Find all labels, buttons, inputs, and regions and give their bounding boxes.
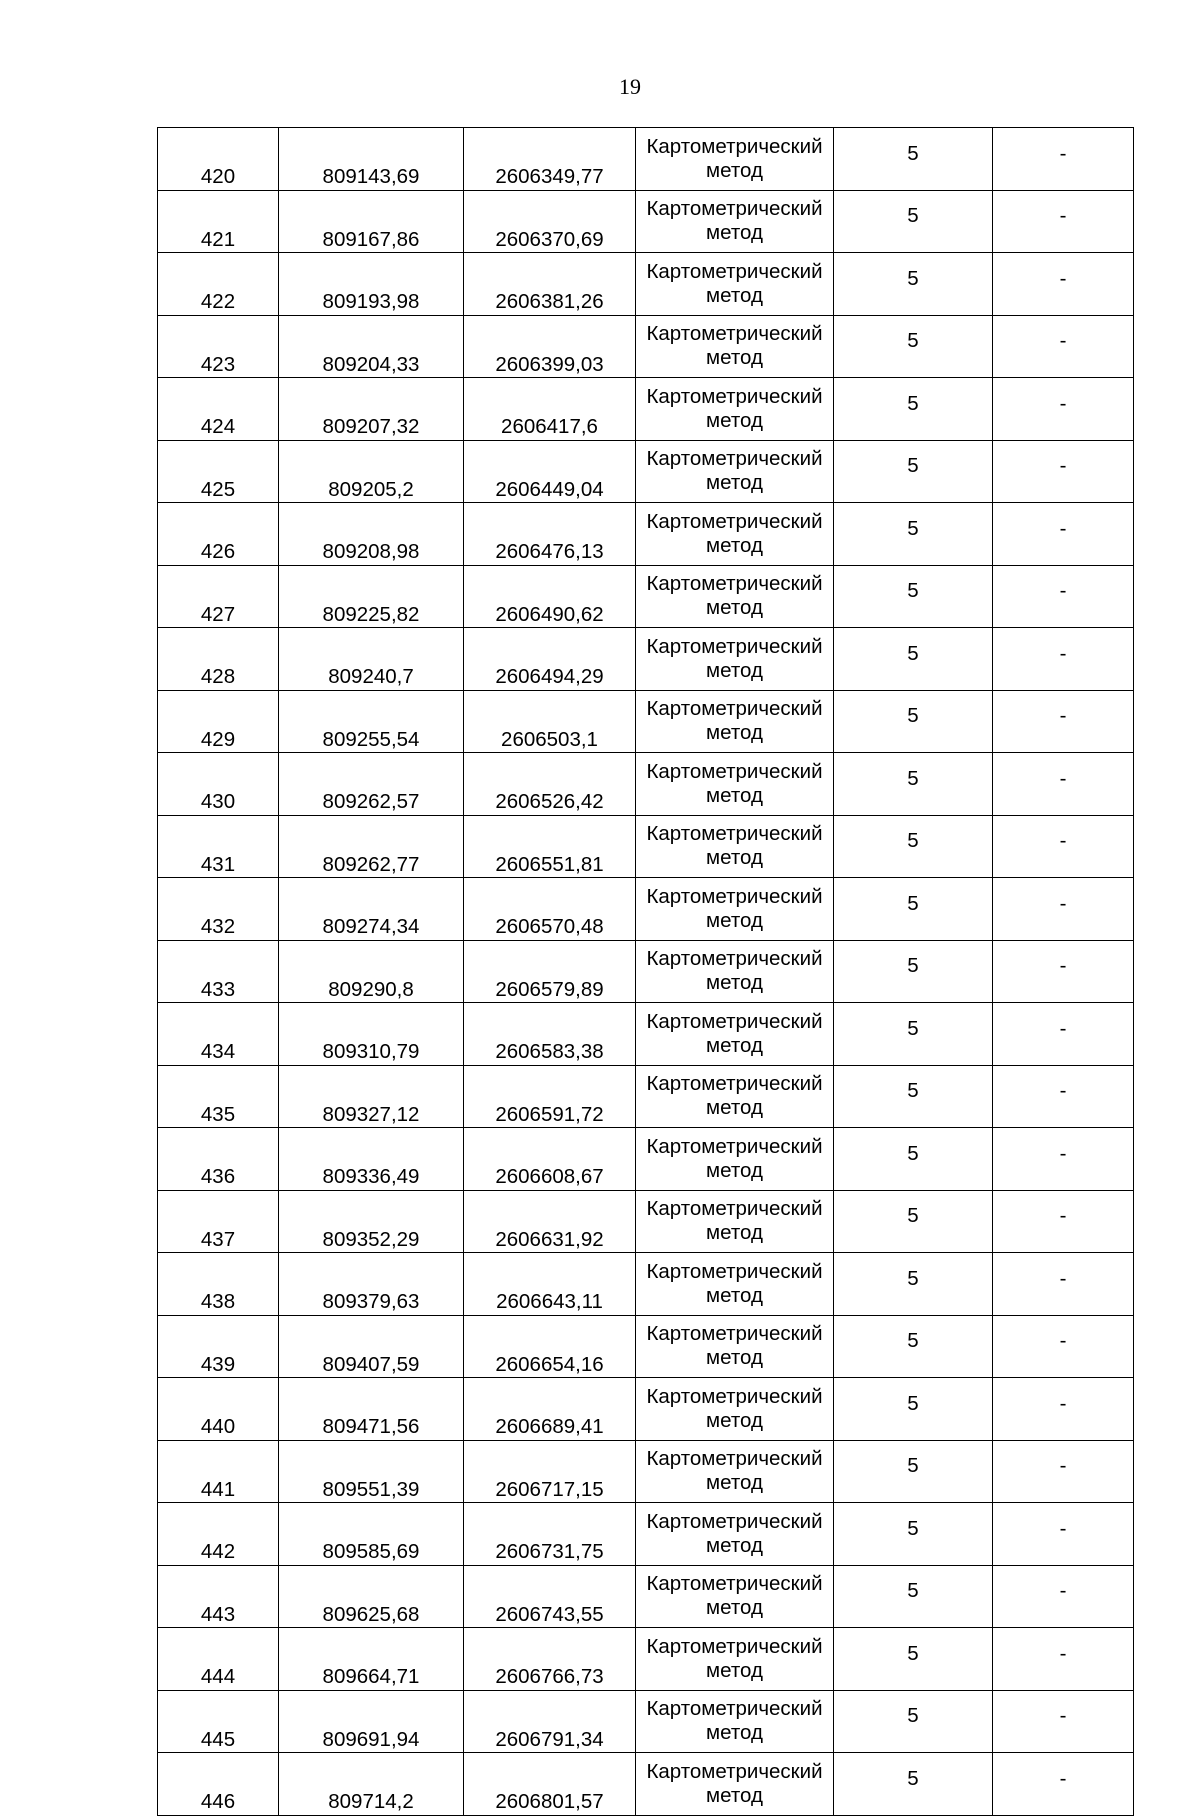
- accuracy-cell: 5: [834, 1440, 993, 1503]
- method-line-1: Картометрический: [646, 1134, 823, 1158]
- method-line-2: метод: [706, 1158, 763, 1182]
- method-line-2: метод: [706, 1471, 763, 1495]
- x-coordinate-cell: 809625,68: [279, 1565, 464, 1628]
- accuracy-cell: 5: [834, 1690, 993, 1753]
- accuracy-cell: 5: [834, 503, 993, 566]
- method-line-2: метод: [706, 1783, 763, 1807]
- method-line-1: Картометрический: [646, 447, 823, 471]
- accuracy-cell: 5: [834, 1065, 993, 1128]
- page-number: 19: [619, 74, 641, 99]
- y-coordinate-cell: 2606654,16: [464, 1315, 636, 1378]
- method-line-2: метод: [706, 158, 763, 182]
- x-coordinate-cell: 809208,98: [279, 503, 464, 566]
- y-coordinate-cell: 2606731,75: [464, 1503, 636, 1566]
- x-coordinate-cell: 809352,29: [279, 1190, 464, 1253]
- table-row: [158, 1628, 1134, 1691]
- y-coordinate-cell: 2606766,73: [464, 1628, 636, 1691]
- accuracy-cell: 5: [834, 1503, 993, 1566]
- description-cell: -: [993, 128, 1134, 191]
- table-row: [158, 940, 1134, 1003]
- description-cell: -: [993, 1003, 1134, 1066]
- table-row: [158, 1003, 1134, 1066]
- table-row: [158, 565, 1134, 628]
- point-number-cell: 438: [158, 1253, 279, 1316]
- table-row: [158, 1753, 1134, 1816]
- description-cell: -: [993, 440, 1134, 503]
- method-cell: [636, 1753, 834, 1816]
- table-row: [158, 1565, 1134, 1628]
- table-row: [158, 1253, 1134, 1316]
- method-line-2: метод: [706, 408, 763, 432]
- description-cell: -: [993, 1440, 1134, 1503]
- y-coordinate-cell: 2606689,41: [464, 1378, 636, 1441]
- table-row: [158, 1503, 1134, 1566]
- coordinates-table-body: [158, 128, 1134, 1816]
- y-coordinate-cell: 2606381,26: [464, 253, 636, 316]
- point-number-cell: 444: [158, 1628, 279, 1691]
- method-cell: [636, 878, 834, 941]
- x-coordinate-cell: 809193,98: [279, 253, 464, 316]
- y-coordinate-cell: 2606399,03: [464, 315, 636, 378]
- table-row: [158, 878, 1134, 941]
- method-line-2: метод: [706, 471, 763, 495]
- method-cell: [636, 1315, 834, 1378]
- coordinates-table: [157, 127, 1134, 1816]
- method-line-1: Картометрический: [646, 697, 823, 721]
- method-cell: [636, 1128, 834, 1191]
- y-coordinate-cell: 2606801,57: [464, 1753, 636, 1816]
- description-cell: -: [993, 565, 1134, 628]
- description-cell: -: [993, 190, 1134, 253]
- point-number-cell: 422: [158, 253, 279, 316]
- x-coordinate-cell: 809167,86: [279, 190, 464, 253]
- method-line-1: Картометрический: [646, 134, 823, 158]
- x-coordinate-cell: 809143,69: [279, 128, 464, 191]
- description-cell: -: [993, 1253, 1134, 1316]
- description-cell: -: [993, 1503, 1134, 1566]
- method-line-1: Картометрический: [646, 1322, 823, 1346]
- x-coordinate-cell: 809262,57: [279, 753, 464, 816]
- method-line-1: Картометрический: [646, 1759, 823, 1783]
- table-row: [158, 1128, 1134, 1191]
- y-coordinate-cell: 2606349,77: [464, 128, 636, 191]
- y-coordinate-cell: 2606591,72: [464, 1065, 636, 1128]
- table-row: [158, 503, 1134, 566]
- point-number-cell: 420: [158, 128, 279, 191]
- method-line-2: метод: [706, 1221, 763, 1245]
- point-number-cell: 435: [158, 1065, 279, 1128]
- accuracy-cell: 5: [834, 753, 993, 816]
- y-coordinate-cell: 2606449,04: [464, 440, 636, 503]
- point-number-cell: 437: [158, 1190, 279, 1253]
- method-line-2: метод: [706, 283, 763, 307]
- point-number-cell: 424: [158, 378, 279, 441]
- method-line-1: Картометрический: [646, 509, 823, 533]
- point-number-cell: 432: [158, 878, 279, 941]
- method-line-1: Картометрический: [646, 1509, 823, 1533]
- method-cell: [636, 190, 834, 253]
- table-row: [158, 1315, 1134, 1378]
- x-coordinate-cell: 809290,8: [279, 940, 464, 1003]
- x-coordinate-cell: 809207,32: [279, 378, 464, 441]
- method-cell: [636, 628, 834, 691]
- method-cell: [636, 1440, 834, 1503]
- point-number-cell: 433: [158, 940, 279, 1003]
- accuracy-cell: 5: [834, 1628, 993, 1691]
- table-row: [158, 1378, 1134, 1441]
- point-number-cell: 443: [158, 1565, 279, 1628]
- description-cell: -: [993, 878, 1134, 941]
- y-coordinate-cell: 2606743,55: [464, 1565, 636, 1628]
- method-cell: [636, 1065, 834, 1128]
- accuracy-cell: 5: [834, 565, 993, 628]
- x-coordinate-cell: 809225,82: [279, 565, 464, 628]
- x-coordinate-cell: 809327,12: [279, 1065, 464, 1128]
- method-cell: [636, 253, 834, 316]
- description-cell: -: [993, 1690, 1134, 1753]
- method-line-1: Картометрический: [646, 197, 823, 221]
- description-cell: -: [993, 1565, 1134, 1628]
- method-line-1: Картометрический: [646, 1697, 823, 1721]
- accuracy-cell: 5: [834, 878, 993, 941]
- point-number-cell: 423: [158, 315, 279, 378]
- method-cell: [636, 1378, 834, 1441]
- y-coordinate-cell: 2606503,1: [464, 690, 636, 753]
- y-coordinate-cell: 2606643,11: [464, 1253, 636, 1316]
- x-coordinate-cell: 809274,34: [279, 878, 464, 941]
- point-number-cell: 421: [158, 190, 279, 253]
- method-cell: [636, 1565, 834, 1628]
- description-cell: -: [993, 690, 1134, 753]
- description-cell: -: [993, 253, 1134, 316]
- method-cell: [636, 128, 834, 191]
- description-cell: -: [993, 628, 1134, 691]
- method-line-1: Картометрический: [646, 759, 823, 783]
- x-coordinate-cell: 809379,63: [279, 1253, 464, 1316]
- method-line-1: Картометрический: [646, 1572, 823, 1596]
- method-cell: [636, 690, 834, 753]
- method-cell: [636, 565, 834, 628]
- method-line-2: метод: [706, 658, 763, 682]
- accuracy-cell: 5: [834, 253, 993, 316]
- description-cell: -: [993, 1628, 1134, 1691]
- point-number-cell: 442: [158, 1503, 279, 1566]
- description-cell: -: [993, 940, 1134, 1003]
- accuracy-cell: 5: [834, 690, 993, 753]
- description-cell: -: [993, 315, 1134, 378]
- method-line-2: метод: [706, 1658, 763, 1682]
- table-row: [158, 628, 1134, 691]
- accuracy-cell: 5: [834, 128, 993, 191]
- method-cell: [636, 753, 834, 816]
- point-number-cell: 425: [158, 440, 279, 503]
- y-coordinate-cell: 2606570,48: [464, 878, 636, 941]
- method-line-1: Картометрический: [646, 259, 823, 283]
- method-cell: [636, 1690, 834, 1753]
- method-line-1: Картометрический: [646, 1447, 823, 1471]
- point-number-cell: 431: [158, 815, 279, 878]
- method-line-2: метод: [706, 721, 763, 745]
- y-coordinate-cell: 2606494,29: [464, 628, 636, 691]
- point-number-cell: 429: [158, 690, 279, 753]
- method-line-1: Картометрический: [646, 384, 823, 408]
- point-number-cell: 441: [158, 1440, 279, 1503]
- accuracy-cell: 5: [834, 440, 993, 503]
- y-coordinate-cell: 2606583,38: [464, 1003, 636, 1066]
- method-line-2: метод: [706, 1096, 763, 1120]
- description-cell: -: [993, 1378, 1134, 1441]
- x-coordinate-cell: 809262,77: [279, 815, 464, 878]
- y-coordinate-cell: 2606526,42: [464, 753, 636, 816]
- x-coordinate-cell: 809714,2: [279, 1753, 464, 1816]
- accuracy-cell: 5: [834, 1378, 993, 1441]
- method-line-1: Картометрический: [646, 1259, 823, 1283]
- y-coordinate-cell: 2606791,34: [464, 1690, 636, 1753]
- method-cell: [636, 315, 834, 378]
- x-coordinate-cell: 809407,59: [279, 1315, 464, 1378]
- x-coordinate-cell: 809240,7: [279, 628, 464, 691]
- method-cell: [636, 940, 834, 1003]
- method-line-2: метод: [706, 596, 763, 620]
- point-number-cell: 439: [158, 1315, 279, 1378]
- method-line-2: метод: [706, 846, 763, 870]
- point-number-cell: 426: [158, 503, 279, 566]
- table-row: [158, 253, 1134, 316]
- method-line-1: Картометрический: [646, 322, 823, 346]
- x-coordinate-cell: 809551,39: [279, 1440, 464, 1503]
- table-row: [158, 1440, 1134, 1503]
- y-coordinate-cell: 2606579,89: [464, 940, 636, 1003]
- method-line-2: метод: [706, 221, 763, 245]
- table-row: [158, 128, 1134, 191]
- x-coordinate-cell: 809204,33: [279, 315, 464, 378]
- point-number-cell: 427: [158, 565, 279, 628]
- point-number-cell: 440: [158, 1378, 279, 1441]
- point-number-cell: 434: [158, 1003, 279, 1066]
- accuracy-cell: 5: [834, 1315, 993, 1378]
- accuracy-cell: 5: [834, 815, 993, 878]
- description-cell: -: [993, 378, 1134, 441]
- table-row: [158, 815, 1134, 878]
- table-row: [158, 315, 1134, 378]
- description-cell: -: [993, 1190, 1134, 1253]
- method-cell: [636, 1003, 834, 1066]
- x-coordinate-cell: 809691,94: [279, 1690, 464, 1753]
- method-line-2: метод: [706, 1346, 763, 1370]
- point-number-cell: 430: [158, 753, 279, 816]
- accuracy-cell: 5: [834, 190, 993, 253]
- table-row: [158, 1190, 1134, 1253]
- method-line-1: Картометрический: [646, 1634, 823, 1658]
- accuracy-cell: 5: [834, 315, 993, 378]
- table-row: [158, 753, 1134, 816]
- method-line-1: Картометрический: [646, 572, 823, 596]
- description-cell: -: [993, 503, 1134, 566]
- method-line-1: Картометрический: [646, 1072, 823, 1096]
- method-cell: [636, 815, 834, 878]
- y-coordinate-cell: 2606551,81: [464, 815, 636, 878]
- method-line-2: метод: [706, 1033, 763, 1057]
- method-line-2: метод: [706, 971, 763, 995]
- y-coordinate-cell: 2606631,92: [464, 1190, 636, 1253]
- method-cell: [636, 1190, 834, 1253]
- method-line-2: метод: [706, 346, 763, 370]
- method-cell: [636, 1503, 834, 1566]
- table-row: [158, 690, 1134, 753]
- method-line-2: метод: [706, 1721, 763, 1745]
- description-cell: -: [993, 753, 1134, 816]
- method-cell: [636, 378, 834, 441]
- point-number-cell: 436: [158, 1128, 279, 1191]
- accuracy-cell: 5: [834, 1128, 993, 1191]
- table-row: [158, 1065, 1134, 1128]
- description-cell: -: [993, 1128, 1134, 1191]
- accuracy-cell: 5: [834, 1190, 993, 1253]
- method-line-1: Картометрический: [646, 634, 823, 658]
- y-coordinate-cell: 2606417,6: [464, 378, 636, 441]
- table-row: [158, 1690, 1134, 1753]
- description-cell: -: [993, 1065, 1134, 1128]
- x-coordinate-cell: 809255,54: [279, 690, 464, 753]
- method-line-1: Картометрический: [646, 1197, 823, 1221]
- y-coordinate-cell: 2606717,15: [464, 1440, 636, 1503]
- description-cell: -: [993, 815, 1134, 878]
- accuracy-cell: 5: [834, 1253, 993, 1316]
- x-coordinate-cell: 809205,2: [279, 440, 464, 503]
- y-coordinate-cell: 2606608,67: [464, 1128, 636, 1191]
- point-number-cell: 428: [158, 628, 279, 691]
- accuracy-cell: 5: [834, 1753, 993, 1816]
- accuracy-cell: 5: [834, 378, 993, 441]
- table-row: [158, 378, 1134, 441]
- method-line-2: метод: [706, 1596, 763, 1620]
- x-coordinate-cell: 809310,79: [279, 1003, 464, 1066]
- method-line-1: Картометрический: [646, 822, 823, 846]
- point-number-cell: 445: [158, 1690, 279, 1753]
- method-line-2: метод: [706, 1283, 763, 1307]
- y-coordinate-cell: 2606476,13: [464, 503, 636, 566]
- method-line-2: метод: [706, 1408, 763, 1432]
- method-line-2: метод: [706, 783, 763, 807]
- method-line-2: метод: [706, 1533, 763, 1557]
- accuracy-cell: 5: [834, 628, 993, 691]
- y-coordinate-cell: 2606490,62: [464, 565, 636, 628]
- x-coordinate-cell: 809664,71: [279, 1628, 464, 1691]
- accuracy-cell: 5: [834, 1565, 993, 1628]
- description-cell: -: [993, 1315, 1134, 1378]
- description-cell: -: [993, 1753, 1134, 1816]
- method-line-2: метод: [706, 533, 763, 557]
- table-row: [158, 190, 1134, 253]
- method-line-1: Картометрический: [646, 884, 823, 908]
- accuracy-cell: 5: [834, 940, 993, 1003]
- method-cell: [636, 1253, 834, 1316]
- method-line-1: Картометрический: [646, 1384, 823, 1408]
- y-coordinate-cell: 2606370,69: [464, 190, 636, 253]
- method-line-1: Картометрический: [646, 1009, 823, 1033]
- method-cell: [636, 440, 834, 503]
- table-row: [158, 440, 1134, 503]
- x-coordinate-cell: 809471,56: [279, 1378, 464, 1441]
- method-cell: [636, 1628, 834, 1691]
- method-line-1: Картометрический: [646, 947, 823, 971]
- method-cell: [636, 503, 834, 566]
- accuracy-cell: 5: [834, 1003, 993, 1066]
- point-number-cell: 446: [158, 1753, 279, 1816]
- x-coordinate-cell: 809336,49: [279, 1128, 464, 1191]
- method-line-2: метод: [706, 908, 763, 932]
- x-coordinate-cell: 809585,69: [279, 1503, 464, 1566]
